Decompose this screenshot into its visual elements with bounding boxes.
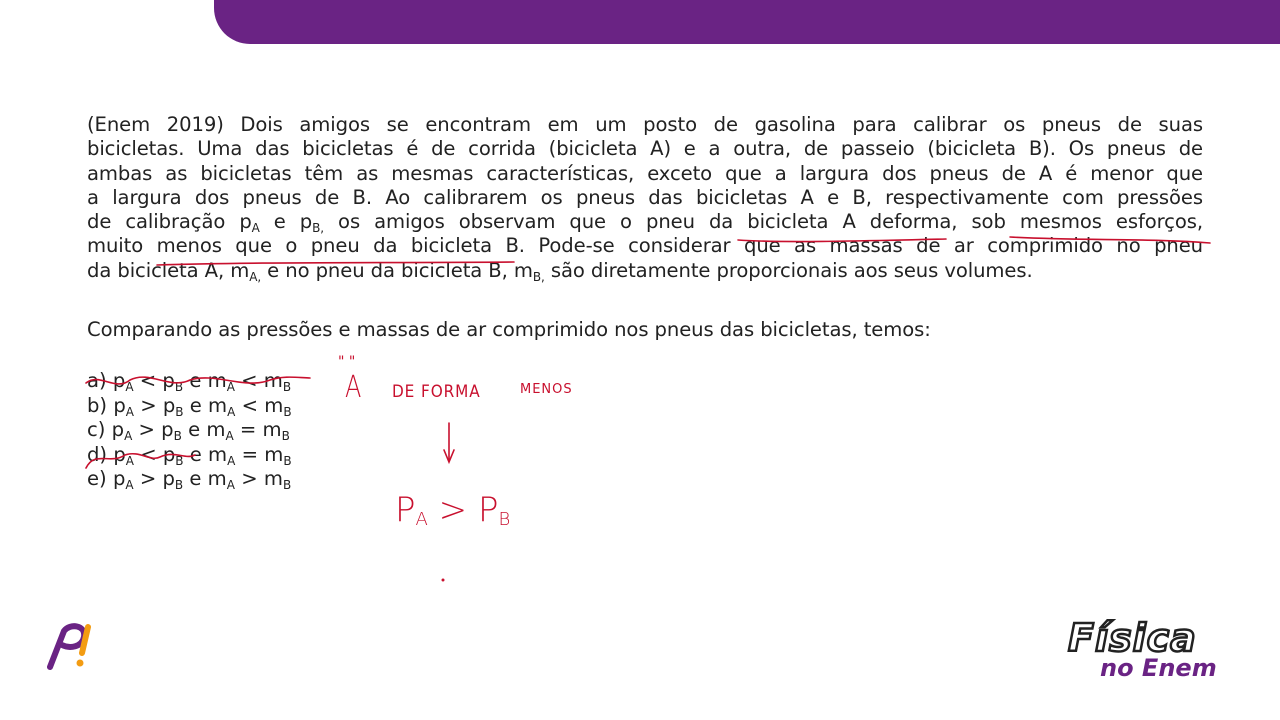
text-fragment: > m — [234, 467, 283, 490]
text-fragment: p — [113, 393, 126, 417]
subscript: A — [125, 380, 134, 394]
brand-no-enem-wordmark: no Enem — [1100, 654, 1217, 682]
subscript: B, — [532, 269, 545, 284]
subscript: B — [283, 453, 292, 468]
text-fragment: e m — [183, 369, 227, 392]
subscript: A — [227, 404, 236, 419]
subscript: A — [225, 429, 234, 443]
text-fragment: e no pneu da bicicleta B, m — [261, 258, 533, 282]
text-fragment: P — [395, 490, 416, 530]
question-line — [87, 210, 1203, 234]
text-fragment: > p — [133, 467, 175, 490]
subscript: A — [125, 404, 134, 419]
subscript: B — [282, 380, 292, 394]
text-fragment: e p — [259, 210, 313, 234]
subscript: B — [282, 478, 292, 492]
text-fragment: de calibração p — [87, 210, 252, 234]
option-e[interactable] — [87, 467, 292, 492]
text-fragment: os amigos observam que o pneu da bicicleta A deforma, sob mesmos esforços, — [324, 210, 1203, 234]
header-bar — [214, 0, 1280, 44]
option-b[interactable] — [87, 394, 292, 419]
text-fragment: p — [112, 369, 126, 392]
subscript: A — [226, 380, 235, 394]
text-fragment: P — [477, 490, 499, 530]
question-text — [87, 113, 1203, 283]
subscript: A — [227, 453, 236, 468]
option-letter: e) — [87, 467, 107, 490]
subscript: A, — [249, 269, 262, 284]
text-fragment: e m — [183, 442, 228, 466]
subscript: B — [174, 478, 184, 492]
subscript: B — [283, 404, 292, 419]
answer-options — [87, 369, 292, 492]
text-fragment: < m — [234, 369, 283, 392]
handwritten-quote-marks: " " — [338, 354, 356, 370]
option-a[interactable] — [87, 369, 292, 394]
subscript: B — [175, 453, 184, 468]
brand-logo-icon — [44, 615, 94, 675]
question-line: (Enem 2019) Dois amigos se encontram em um posto de gasolina para calibrar os pneus de suas — [87, 113, 1203, 136]
text-fragment: p — [113, 442, 126, 466]
text-fragment: são diretamente proporcionais aos seus volumes. — [544, 258, 1033, 282]
text-fragment: = m — [233, 418, 282, 441]
subscript: A — [415, 509, 428, 530]
subscript: B — [174, 380, 184, 394]
handwritten-deforma: DE FORMA — [392, 382, 481, 402]
subscript: B — [281, 429, 290, 443]
handwritten-pressure-result — [395, 490, 510, 530]
subscript: B — [498, 509, 511, 530]
text-fragment: e m — [183, 467, 227, 490]
text-fragment: < p — [133, 369, 175, 392]
handwritten-menos: MENOS — [520, 382, 573, 397]
question-prompt: Comparando as pressões e massas de ar comprimido nos pneus das bicicletas, temos: — [87, 318, 931, 341]
option-d[interactable] — [87, 443, 292, 468]
handwritten-letter-a: A — [345, 370, 362, 405]
text-fragment: < m — [235, 393, 284, 417]
text-fragment: < p — [133, 442, 176, 466]
subscript: B — [175, 404, 184, 419]
subscript: A — [124, 429, 133, 443]
subscript: A — [125, 478, 134, 492]
option-letter: d) — [87, 442, 108, 466]
text-fragment: e m — [181, 418, 226, 441]
text-fragment: p — [111, 418, 125, 441]
option-letter: c) — [87, 418, 106, 441]
text-fragment: > — [427, 490, 478, 530]
text-fragment: > p — [132, 418, 174, 441]
subscript: A — [251, 221, 260, 236]
brand-fisica-wordmark: Física — [1068, 616, 1197, 660]
question-line: a largura dos pneus de B. Ao calibrarem os pneus das bicicletas A e B, respectivamente com pressões — [87, 185, 1203, 209]
subscript: A — [125, 453, 134, 468]
text-fragment: p — [112, 467, 126, 490]
text-fragment: e m — [183, 393, 228, 417]
ink-dot — [442, 579, 445, 582]
subscript: B, — [312, 221, 325, 236]
question-line: muito menos que o pneu da bicicleta B. Pode-se considerar que as massas de ar comprimido no pneu — [87, 234, 1203, 258]
question-line — [87, 259, 1203, 283]
subscript: B — [173, 429, 182, 443]
text-fragment: = m — [235, 442, 284, 466]
subscript: A — [226, 478, 235, 492]
option-c[interactable] — [87, 418, 292, 443]
option-letter: a) — [87, 369, 107, 392]
text-fragment: > p — [133, 393, 176, 417]
arrow-head — [444, 450, 454, 462]
question-line: ambas as bicicletas têm as mesmas características, exceto que a largura dos pneus de A é menor que — [87, 161, 1203, 185]
question-line: bicicletas. Uma das bicicletas é de corrida (bicicleta A) e a outra, de passeio (bicicleta B). Os pneus de — [87, 137, 1203, 161]
text-fragment: da bicicleta A, m — [87, 258, 250, 282]
option-letter: b) — [87, 393, 108, 417]
